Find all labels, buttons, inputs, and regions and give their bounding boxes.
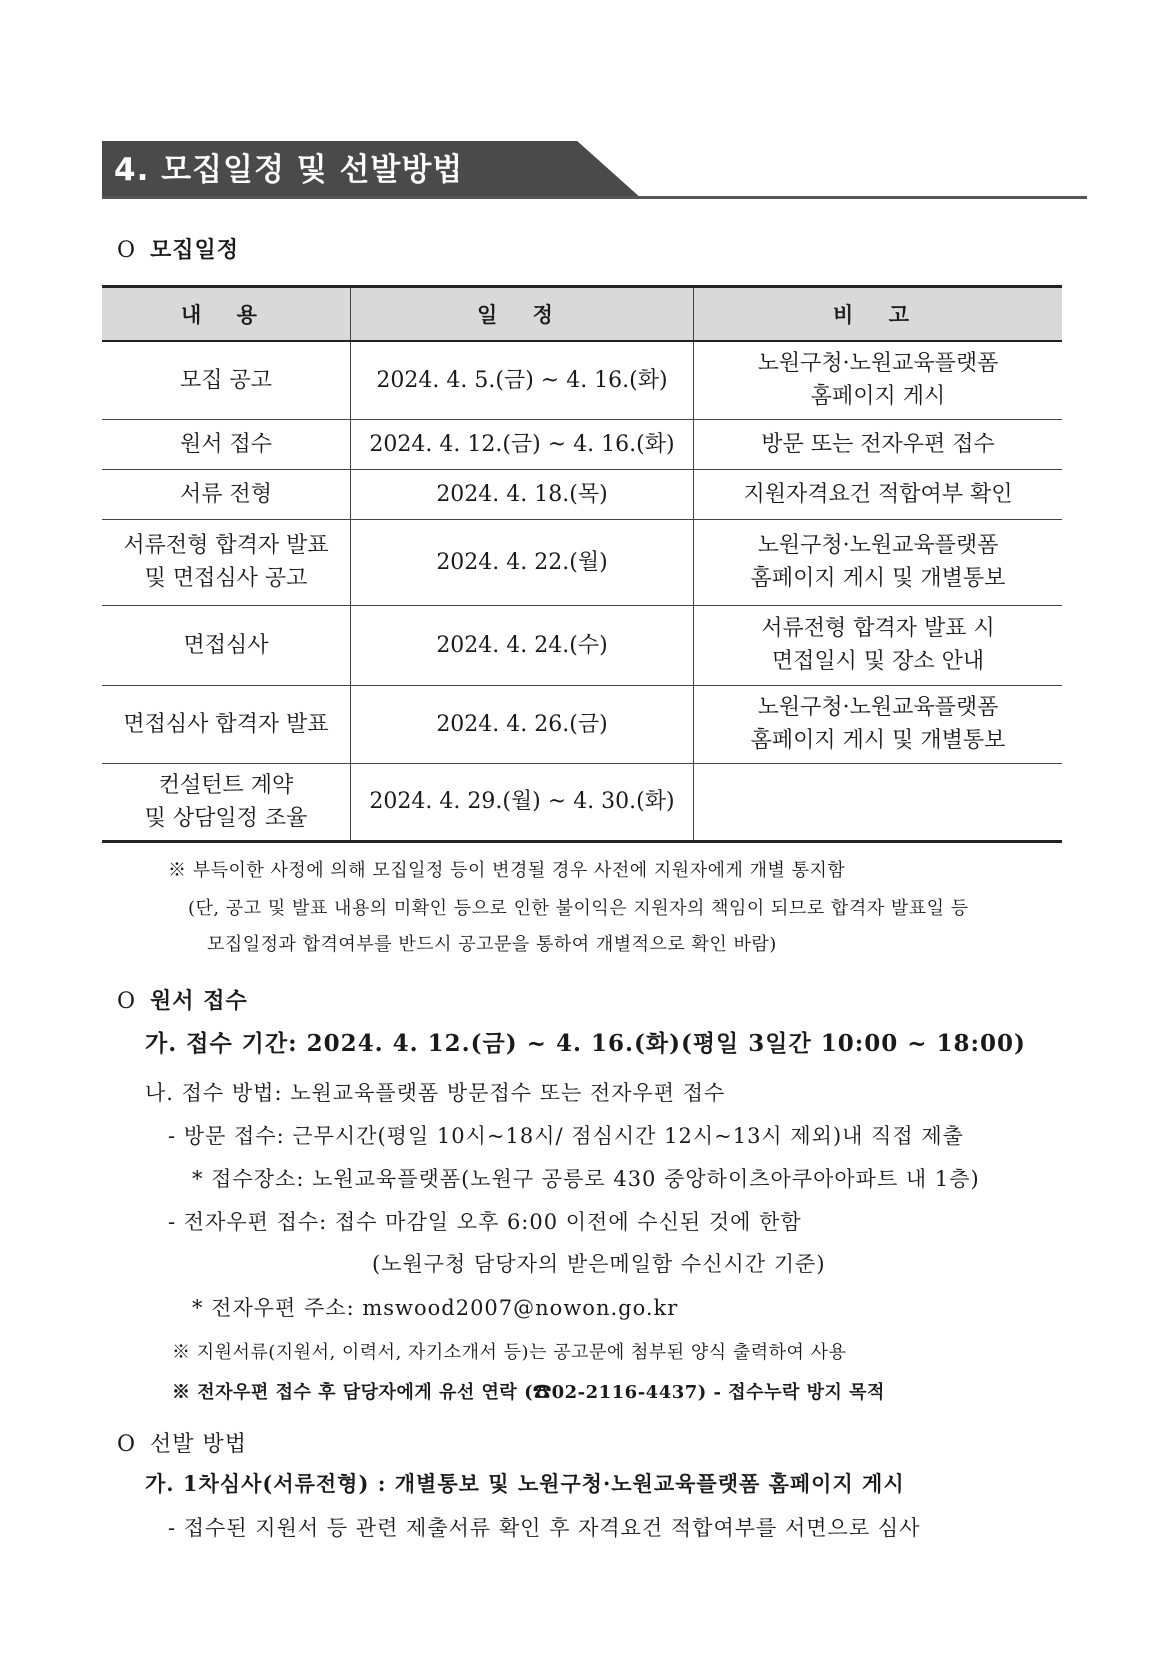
circle-bullet-icon: O — [117, 1432, 137, 1457]
cell-content: 서류전형 합격자 발표 및 면접심사 공고 — [102, 519, 351, 605]
table-row — [102, 605, 1062, 685]
header-note: 비 고 — [694, 287, 1063, 342]
selection-heading — [117, 1427, 247, 1458]
section-title: 4. 모집일정 및 선발방법 — [114, 152, 464, 188]
cell-content: 면접심사 합격자 발표 — [102, 685, 351, 763]
cell-date: 2024. 4. 18.(목) — [351, 469, 694, 519]
cell-content: 모집 공고 — [102, 341, 351, 419]
header-content: 내 용 — [102, 287, 351, 342]
circle-bullet-icon: O — [117, 989, 137, 1014]
table-row — [102, 419, 1062, 469]
application-phone-note: ※ 전자우편 접수 후 담당자에게 유선 연락 (☎02-2116-4437) - 접수누락 방지 목적 — [172, 1382, 885, 1403]
cell-date: 2024. 4. 26.(금) — [351, 685, 694, 763]
cell-date: 2024. 4. 24.(수) — [351, 605, 694, 685]
selection-heading-text: 선발 방법 — [150, 1432, 248, 1457]
cell-date: 2024. 4. 29.(월) ~ 4. 30.(화) — [351, 763, 694, 841]
application-email-basis: (노원구청 담당자의 받은메일함 수신시간 기준) — [372, 1252, 826, 1276]
schedule-heading-text: 모집일정 — [150, 237, 240, 263]
table-row — [102, 763, 1062, 841]
section-banner — [102, 141, 1087, 199]
cell-content: 서류 전형 — [102, 469, 351, 519]
cell-note: 서류전형 합격자 발표 시 면접일시 및 장소 안내 — [694, 605, 1063, 685]
schedule-heading — [117, 233, 239, 264]
table-row — [102, 341, 1062, 419]
cell-note: 노원구청·노원교육플랫폼 홈페이지 게시 — [694, 341, 1063, 419]
selection-stage1-detail: - 접수된 지원서 등 관련 제출서류 확인 후 자격요건 적합여부를 서면으로 심사 — [168, 1516, 921, 1540]
table-row — [102, 519, 1062, 605]
schedule-notice-1: ※ 부득이한 사정에 의해 모집일정 등이 변경될 경우 사전에 지원자에게 개별 통지함 — [168, 860, 846, 881]
application-forms-note: ※ 지원서류(지원서, 이력서, 자기소개서 등)는 공고문에 첨부된 양식 출력하여 사용 — [172, 1342, 847, 1363]
cell-date: 2024. 4. 12.(금) ~ 4. 16.(화) — [351, 419, 694, 469]
banner-underline — [102, 196, 1087, 199]
cell-note: 노원구청·노원교육플랫폼 홈페이지 게시 및 개별통보 — [694, 519, 1063, 605]
schedule-notice-2: (단, 공고 및 발표 내용의 미확인 등으로 인한 불이익은 지원자의 책임이 되므로 합격자 발표일 등 — [188, 898, 969, 919]
selection-stage1: 가. 1차심사(서류전형) : 개별통보 및 노원구청·노원교육플랫폼 홈페이지 게시 — [145, 1471, 905, 1496]
application-heading — [117, 984, 248, 1015]
application-period: 가. 접수 기간: 2024. 4. 12.(금) ~ 4. 16.(화)(평일 3일간 10:00 ~ 18:00) — [145, 1030, 1026, 1057]
application-email-address: * 전자우편 주소: mswood2007@nowon.go.kr — [192, 1296, 679, 1320]
table-row — [102, 469, 1062, 519]
cell-note: 노원구청·노원교육플랫폼 홈페이지 게시 및 개별통보 — [694, 685, 1063, 763]
application-method: 나. 접수 방법: 노원교육플랫폼 방문접수 또는 전자우편 접수 — [145, 1081, 726, 1105]
cell-date: 2024. 4. 5.(금) ~ 4. 16.(화) — [351, 341, 694, 419]
cell-content: 원서 접수 — [102, 419, 351, 469]
cell-content: 컨설턴트 계약 및 상담일정 조율 — [102, 763, 351, 841]
schedule-notice-3: 모집일정과 합격여부를 반드시 공고문을 통하여 개별적으로 확인 바람) — [207, 934, 777, 955]
cell-note: 지원자격요건 적합여부 확인 — [694, 469, 1063, 519]
cell-note — [694, 763, 1063, 841]
header-date: 일 정 — [351, 287, 694, 342]
table-header-row — [102, 287, 1062, 342]
application-heading-text: 원서 접수 — [150, 988, 248, 1014]
cell-content: 면접심사 — [102, 605, 351, 685]
cell-note: 방문 또는 전자우편 접수 — [694, 419, 1063, 469]
application-email: - 전자우편 접수: 접수 마감일 오후 6:00 이전에 수신된 것에 한함 — [168, 1210, 802, 1234]
application-visit-place: * 접수장소: 노원교육플랫폼(노원구 공릉로 430 중앙하이츠아쿠아아파트 내 1층) — [192, 1167, 980, 1191]
application-visit: - 방문 접수: 근무시간(평일 10시~18시/ 점심시간 12시~13시 제외)내 직접 제출 — [168, 1124, 964, 1148]
schedule-table — [102, 285, 1062, 843]
table-row — [102, 685, 1062, 763]
circle-bullet-icon: O — [117, 238, 137, 263]
cell-date: 2024. 4. 22.(월) — [351, 519, 694, 605]
